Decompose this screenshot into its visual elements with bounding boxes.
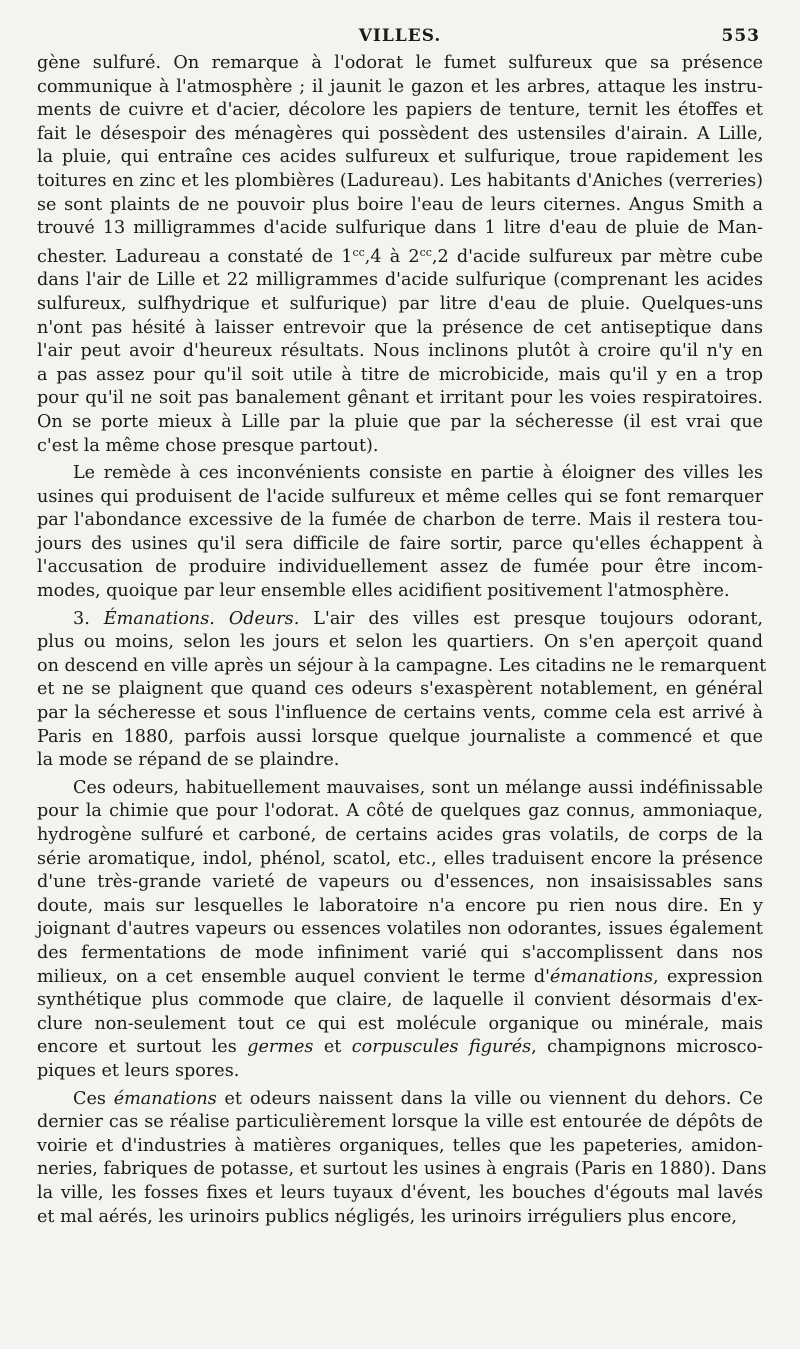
text-line: Paris en 1880, parfois aussi lorsque quelque journaliste a commencé et que bbox=[37, 726, 763, 747]
text-line: Ces odeurs, habituellement mauvaises, sont un mélange aussi indéfinissable bbox=[73, 777, 763, 798]
text-line: hydrogène sulfuré et carboné, de certains acides gras volatils, de corps de la bbox=[37, 825, 763, 845]
text-line: milieux, on a cet ensemble auquel convient le terme d'émanations, expression bbox=[37, 966, 763, 987]
text-line: Ces émanations et odeurs naissent dans la ville ou viennent du dehors. Ce bbox=[73, 1088, 764, 1109]
paragraph bbox=[37, 608, 767, 773]
text-line: sulfureux, sulfhydrique et sulfurique) par litre d'eau de pluie. Quelques-uns bbox=[37, 293, 763, 314]
text-line: gène sulfuré. On remarque à l'odorat le fumet sulfureux que sa présence bbox=[37, 53, 763, 73]
text-line: l'accusation de produire individuellement assez de fumée pour être incom- bbox=[37, 557, 763, 578]
text-line: trouvé 13 milligrammes d'acide sulfurique dans 1 litre d'eau de pluie de Man- bbox=[37, 218, 763, 239]
text-line: fait le désespoir des ménagères qui possèdent des ustensiles d'airain. A Lille, bbox=[37, 123, 763, 144]
text-line: Le remède à ces inconvénients consiste en partie à éloigner des villes les bbox=[73, 463, 763, 484]
paragraph bbox=[37, 1088, 767, 1230]
page-number: 553 bbox=[721, 26, 760, 46]
text-line: toitures en zinc et les plombières (Ladureau). Les habitants d'Aniches (verreries) bbox=[37, 170, 763, 191]
text-line: pour qu'il ne soit pas banalement gênant et irritant pour les voies respiratoires. bbox=[37, 388, 763, 409]
text-line: la ville, les fosses fixes et leurs tuyaux d'évent, les bouches d'égouts mal lavés bbox=[37, 1182, 763, 1203]
italic-term: émanations bbox=[113, 1088, 217, 1109]
text-line: usines qui produisent de l'acide sulfureux et même celles qui se font remarquer bbox=[37, 486, 763, 507]
text-line: la mode se répand de se plaindre. bbox=[37, 750, 340, 771]
text-line: doute, mais sur lesquelles le laboratoire n'a encore pu rien nous dire. En y bbox=[37, 895, 763, 916]
text-line: dans l'air de Lille et 22 milligrammes d'acide sulfurique (comprenant les acides bbox=[37, 270, 763, 291]
text-line: dernier cas se réalise particulièrement lorsque la ville est entourée de dépôts de bbox=[37, 1112, 763, 1133]
text-line: on descend en ville après un séjour à la campagne. Les citadins ne le remarquent bbox=[37, 655, 767, 676]
italic-term: corpuscules figurés bbox=[351, 1037, 532, 1058]
text-line: neries, fabriques de potasse, et surtout les usines à engrais (Paris en 1880). Dans bbox=[37, 1159, 767, 1180]
text-line: ments de cuivre et d'acier, décolore les papiers de tenture, ternit les étoffes et bbox=[37, 100, 763, 121]
text-line: pour la chimie que pour l'odorat. A côté de quelques gaz connus, ammoniaque, bbox=[37, 801, 763, 822]
text-line: se sont plaints de ne pouvoir plus boire l'eau de leurs citernes. Angus Smith a bbox=[37, 194, 763, 215]
italic-term: germes bbox=[247, 1037, 314, 1058]
superscript: cc bbox=[352, 245, 365, 259]
text-line: On se porte mieux à Lille par la pluie que par la sécheresse (il est vrai que bbox=[37, 411, 763, 432]
text-line: joignant d'autres vapeurs ou essences volatiles non odorantes, issues également bbox=[37, 919, 763, 940]
running-title: VILLES. bbox=[358, 26, 442, 46]
text-line: par l'abondance excessive de la fumée de charbon de terre. Mais il restera tou- bbox=[37, 510, 763, 531]
text-line: piques et leurs spores. bbox=[37, 1060, 240, 1081]
text-line: l'air peut avoir d'heureux résultats. Nous inclinons plutôt à croire qu'il n'y en bbox=[37, 341, 763, 362]
text-line: modes, quoique par leur ensemble elles acidifient positivement l'atmosphère. bbox=[37, 581, 730, 602]
text-line: jours des usines qu'il sera difficile de faire sortir, parce qu'elles échappent à bbox=[37, 533, 763, 554]
text-line: des fermentations de mode infiniment varié qui s'accomplissent dans nos bbox=[37, 942, 763, 963]
text-line: d'une très-grande varieté de vapeurs ou d'essences, non insaisissables sans bbox=[37, 872, 763, 893]
paragraph bbox=[37, 462, 763, 604]
text-line: synthétique plus commode que claire, de laquelle il convient désormais d'ex- bbox=[37, 990, 763, 1011]
text-line: n'ont pas hésité à laisser entrevoir que la présence de cet antiseptique dans bbox=[37, 317, 763, 338]
text-line: a pas assez pour qu'il soit utile à titre de microbicide, mais qu'il y en a trop bbox=[37, 364, 763, 385]
text-line: série aromatique, indol, phénol, scatol, etc., elles traduisent encore la présence bbox=[37, 848, 763, 869]
body-text bbox=[37, 52, 767, 1229]
text-line: c'est la même chose presque partout). bbox=[37, 435, 379, 456]
text-line: 3. Émanations. Odeurs. L'air des villes est presque toujours odorant, bbox=[73, 608, 763, 629]
text-line: encore et surtout les germes et corpuscules figurés, champignons microsco- bbox=[37, 1037, 764, 1058]
superscript: cc bbox=[419, 245, 432, 259]
text-line: et mal aérés, les urinoirs publics négligés, les urinoirs irréguliers plus encore, bbox=[37, 1206, 737, 1227]
text-line: communique à l'atmosphère ; il jaunit le gazon et les arbres, attaque les instru- bbox=[37, 76, 763, 97]
italic-term: émanations bbox=[549, 966, 653, 987]
section-heading: Émanations. bbox=[103, 608, 215, 629]
text-line: voirie et d'industries à matières organiques, telles que les papeteries, amidon- bbox=[37, 1135, 763, 1156]
text-line: clure non-seulement tout ce qui est molécule organique ou minérale, mais bbox=[37, 1013, 763, 1034]
running-head bbox=[37, 26, 763, 52]
text-line: et ne se plaignent que quand ces odeurs s'exaspèrent notablement, en général bbox=[37, 679, 763, 700]
text-line: par la sécheresse et sous l'influence de certains vents, comme cela est arrivé à bbox=[37, 703, 763, 724]
paragraph bbox=[37, 777, 763, 1084]
text-line: chester. Ladureau a constaté de $1^{cc},4$ à $2^{cc},2$ d'acide sulfureux par mètre cube bbox=[37, 245, 764, 267]
paragraph bbox=[37, 52, 763, 458]
section-heading: Odeurs. bbox=[228, 608, 300, 629]
text-line: plus ou moins, selon les jours et selon les quartiers. On s'en aperçoit quand bbox=[37, 632, 763, 653]
text-line: la pluie, qui entraîne ces acides sulfureux et sulfurique, troue rapidement les bbox=[37, 147, 763, 168]
